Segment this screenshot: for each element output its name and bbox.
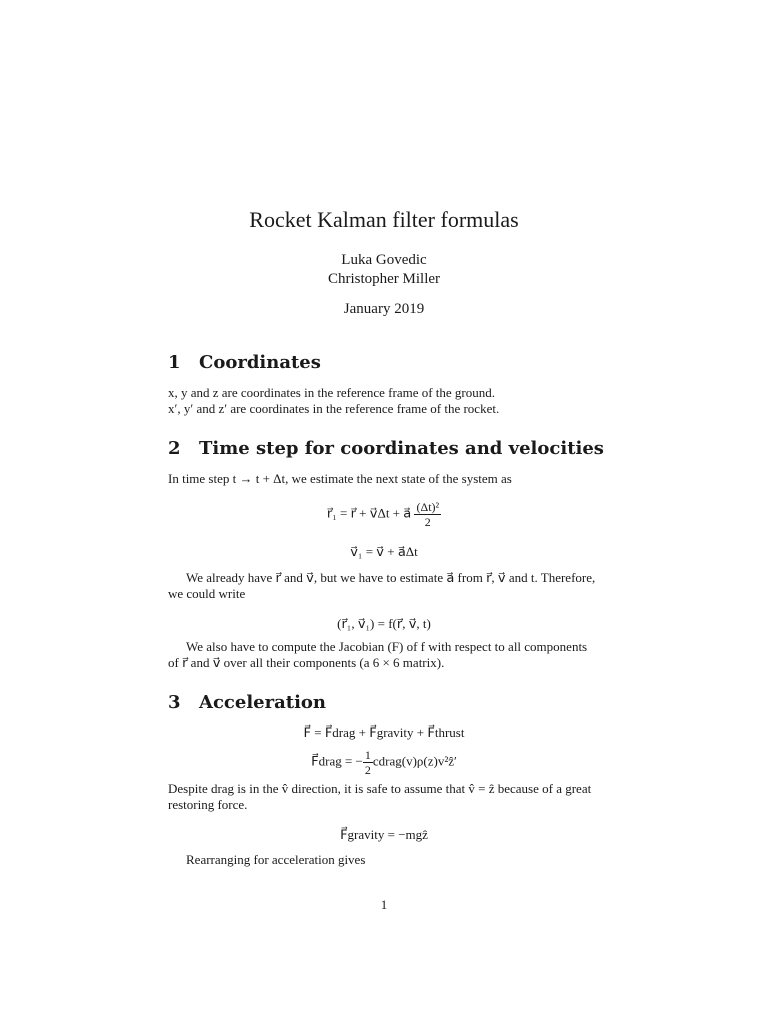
section-2-paragraph-2: We also have to compute the Jacobian (F) of f with respect to all components of r⃗ and v⃗ over all their components (a 6 × 6 matrix). bbox=[168, 639, 588, 670]
fraction-denominator: 2 bbox=[424, 515, 431, 529]
page-number: 1 bbox=[380, 897, 388, 912]
section-2-heading bbox=[168, 438, 604, 460]
fraction-denominator: 2 bbox=[364, 763, 371, 777]
section-title: Time step for coordinates and velocities bbox=[199, 438, 604, 459]
fraction-numerator: (Δt)² bbox=[416, 500, 440, 514]
section-number: 1 bbox=[168, 352, 181, 373]
equation-total-force: F⃗ = F⃗drag + F⃗gravity + F⃗thrust bbox=[303, 725, 465, 740]
equation-velocity-update: v⃗₁ = v⃗ + a⃗Δt bbox=[350, 544, 418, 559]
section-title: Coordinates bbox=[199, 352, 321, 373]
section-3-paragraph-2: Rearranging for acceleration gives bbox=[186, 852, 366, 867]
author-2: Christopher Miller bbox=[327, 271, 441, 287]
section-number: 2 bbox=[168, 438, 181, 459]
section-1-line-1: x, y and z are coordinates in the reference frame of the ground. bbox=[168, 385, 496, 400]
equation-position-update bbox=[168, 500, 600, 529]
equation-state-function: (r⃗₁, v⃗₁) = f(r⃗, v⃗, t) bbox=[337, 616, 431, 631]
paper-title: Rocket Kalman filter formulas bbox=[249, 207, 519, 232]
equation-gravity-force: F⃗gravity = −mgẑ bbox=[340, 827, 428, 842]
fraction bbox=[414, 500, 441, 529]
paper-date: January 2019 bbox=[343, 301, 425, 317]
equation-lhs: r⃗₁ = r⃗ + v⃗Δt + a⃗ bbox=[326, 505, 412, 521]
section-3-heading bbox=[168, 692, 326, 714]
equation-lhs: F⃗drag = − bbox=[311, 753, 363, 769]
author-1: Luka Govedic bbox=[341, 252, 427, 268]
section-number: 3 bbox=[168, 692, 181, 713]
equation-drag-force bbox=[168, 748, 600, 777]
equation-rhs: cdrag(v)ρ(z)v²ẑ′ bbox=[372, 753, 457, 769]
section-title: Acceleration bbox=[199, 692, 327, 713]
section-1-line-2: x′, y′ and z′ are coordinates in the reference frame of the rocket. bbox=[168, 401, 500, 416]
section-3-paragraph-1: Despite drag is in the v̂ direction, it is safe to assume that v̂ = ẑ because of a great restoring force. bbox=[168, 781, 592, 812]
section-1-heading bbox=[168, 352, 321, 374]
section-2-paragraph-1: We already have r⃗ and v⃗, but we have to estimate a⃗ from r⃗, v⃗ and t. Therefore, we could write bbox=[168, 570, 596, 601]
fraction-numerator: 1 bbox=[364, 748, 371, 762]
section-2-intro: In time step t → t + Δt, we estimate the next state of the system as bbox=[168, 471, 512, 486]
fraction bbox=[363, 748, 373, 777]
